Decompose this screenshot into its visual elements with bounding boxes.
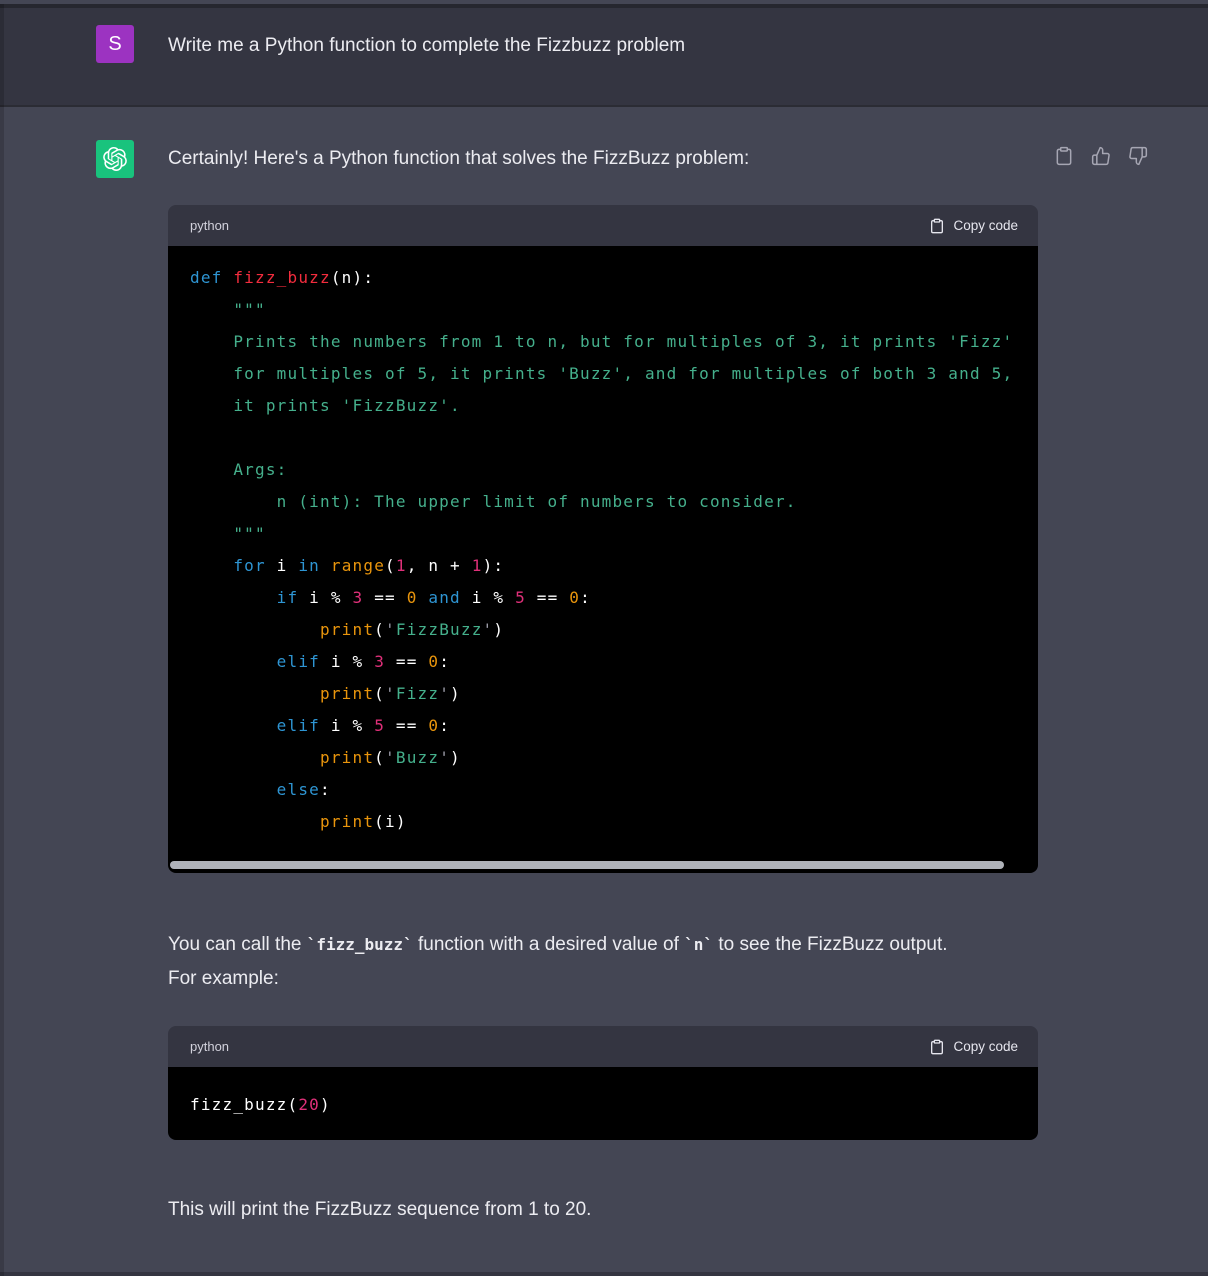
- code-language-label: python: [190, 218, 230, 233]
- left-edge-shadow: [0, 4, 4, 1276]
- copy-code-button[interactable]: [929, 1039, 1018, 1055]
- code-block-1-body: [168, 246, 1038, 873]
- top-border-strip: [0, 4, 1208, 8]
- python-code: fizz_buzz(20): [190, 1095, 331, 1114]
- clipboard-icon: [929, 1039, 945, 1055]
- assistant-message-row: [0, 107, 1208, 1272]
- copy-code-button[interactable]: [929, 218, 1018, 234]
- python-code: def fizz_buzz(n): """ Prints the numbers from 1 to n, but for multiples of 3, it prints 'Fizz' for multiples of 5, it prints 'Buzz', and for multiples of both 3 and 5, it prints 'FizzBuzz'. Args: n (int): The upper limit of numbers to consider. """ for i in range(1, n + 1): if i % 3 == 0 and i % 5 == 0: print('FizzBuzz') elif i % 3 == 0: print('Fizz') elif i % 5 == 0: print('Buzz') else: print(i): [190, 268, 1014, 831]
- copy-code-label: Copy code: [953, 1039, 1018, 1054]
- assistant-closing-text: This will print the FizzBuzz sequence from 1 to 20.: [168, 1199, 592, 1220]
- copy-code-label: Copy code: [953, 218, 1018, 233]
- user-message-text: Write me a Python function to complete the Fizzbuzz problem: [168, 35, 686, 56]
- thumbs-up-button[interactable]: [1091, 146, 1111, 166]
- clipboard-icon: [929, 218, 945, 234]
- openai-logo-icon: [102, 146, 128, 172]
- code-block-2-header: [168, 1026, 1038, 1067]
- assistant-intro-text: Certainly! Here's a Python function that solves the FizzBuzz problem:: [168, 148, 750, 169]
- horizontal-scrollbar-thumb[interactable]: [170, 861, 1004, 869]
- user-avatar-letter: S: [108, 33, 122, 55]
- copy-response-button[interactable]: [1054, 146, 1074, 166]
- code-block-2-body: [168, 1067, 1038, 1140]
- assistant-paragraph: You can call the `fizz_buzz` function with a desired value of `n` to see the FizzBuzz output. For example:: [168, 934, 948, 989]
- code-block-2: [168, 1026, 1038, 1140]
- user-avatar: [96, 25, 134, 63]
- code-block-1: [168, 205, 1038, 873]
- code-language-label: python: [190, 1039, 230, 1054]
- message-actions: [1054, 146, 1148, 166]
- thumbs-down-icon: [1128, 146, 1148, 166]
- user-message-row: [0, 4, 1208, 107]
- bottom-border-strip: [0, 1272, 1208, 1276]
- thumbs-up-icon: [1091, 146, 1111, 166]
- thumbs-down-button[interactable]: [1128, 146, 1148, 166]
- clipboard-icon: [1054, 146, 1074, 166]
- assistant-avatar: [96, 140, 134, 178]
- code-block-1-header: [168, 205, 1038, 246]
